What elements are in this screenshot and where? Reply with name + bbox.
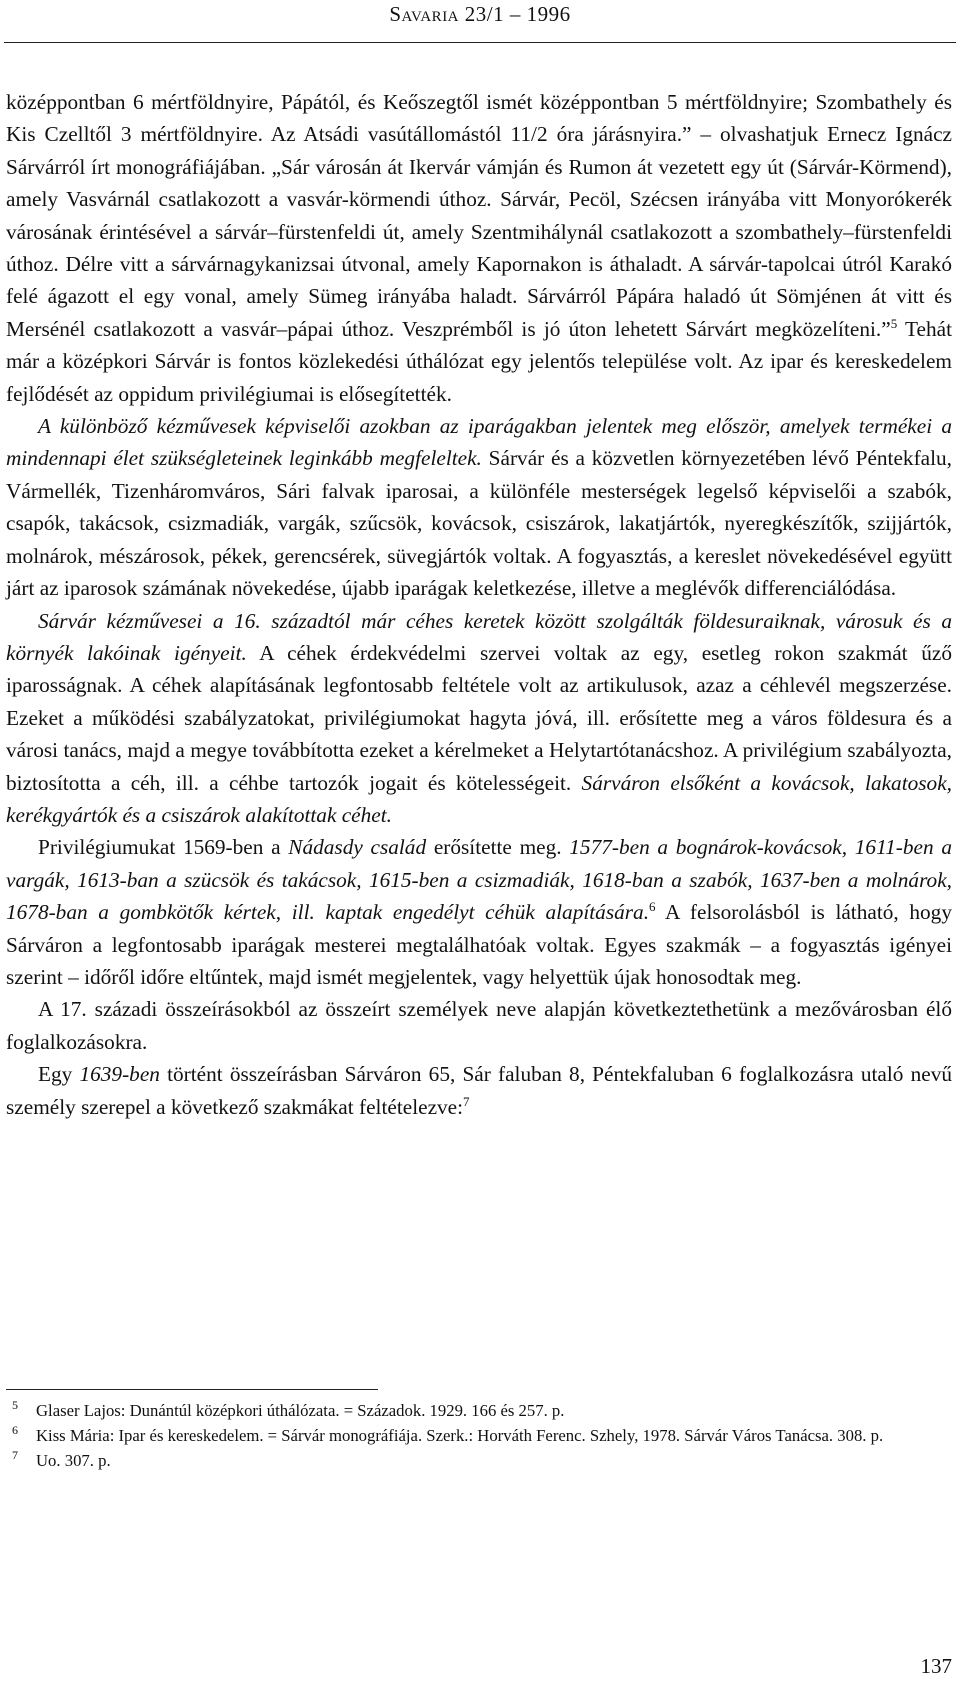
- italic-text: Nádasdy család: [288, 835, 427, 860]
- footnote-ref: 6: [649, 899, 656, 915]
- text-run: Tehát már a középkori Sárvár is fontos közlekedési úthálózat egy jelentős települése volt. Az ipar és kereskedelem fejlődését az oppidum privilégiumai is elősegítették.: [6, 316, 953, 406]
- paragraph: [6, 1058, 952, 1123]
- footnote: [6, 1423, 952, 1448]
- italic-text: 1639-ben: [79, 1062, 160, 1087]
- paragraph: [6, 86, 952, 410]
- text-run: Privilégiumukat 1569-ben a: [38, 835, 289, 860]
- header-rule: [4, 42, 956, 43]
- text-run: középpontban 6 mértföldnyire, Pápától, és Keőszegtől ismét középpontban 5 mértföldnyire; Szombathely és Kis Czelltől 3 mértföldnyire. Az Atsádi vasútállomástól 11/2 óra járásnyira.” – olvashatjuk Ernecz Ignácz Sárvárról írt monográfiájában. „Sár városán át Ikervár vámján és Rumon át vezetett egy út (Sárvár-Körmend), amely Vasvárnál csatlakozott a vasvár-körmendi úthoz. Sárvár, Pecöl, Szécsen irányába vitt Monyorókerék városának érintésével a sárvár–fürstenfeldi út, amely Szentmihálynál csatlakozott a szombathely–fürstenfeldi úthoz. Délre vitt a sárvárnagykanizsai útvonal, amely Kapornakon is áthaladt. A sárvár-tapolcai útról Karakó felé ágazott el egy vonal, amely Sümeg irányába haladt. Sárvárról Pápára haladó út Sömjénen át vitt és Mersénél csatlakozott a vasvár–pápai úthoz. Veszprémből is jó úton lehetett Sárvárt megközelíteni.”: [6, 90, 952, 341]
- footnote-number: 7: [12, 1448, 18, 1462]
- footnote-text: Glaser Lajos: Dunántúl középkori úthálózata. = Századok. 1929. 166 és 257. p.: [36, 1401, 565, 1420]
- footnotes: [6, 1398, 952, 1473]
- paragraph: [6, 605, 952, 832]
- footnote-ref: 7: [463, 1093, 470, 1109]
- text-run: történt összeírásban Sárváron 65, Sár faluban 8, Péntekfaluban 6 foglalkozásra utaló nevű személy szerepel a következő szakmákat feltételezve:: [6, 1062, 952, 1119]
- paragraph: [6, 993, 952, 1058]
- footnote-text: Uo. 307. p.: [36, 1451, 111, 1470]
- footnote: [6, 1448, 952, 1473]
- text-run: A 17. századi összeírásokból az összeírt személyek neve alapján következtethetünk a mezővárosban élő foglalkozásokra.: [6, 997, 952, 1054]
- footnote-ref: 5: [890, 316, 898, 332]
- text-run: Sárvár és a közvetlen környezetében lévő Péntekfalu, Vármellék, Tizenháromváros, Sári falvak iparosai, a különféle mesterségek legelső képviselői a szabók, csapók, takácsok, csizmadiák, vargák, szűcsök, kovácsok, csiszárok, lakatjártók, nyeregkészítők, szijjártók, molnárok, mészárosok, pékek, gerencsérek, süvegjártók voltak. A fogyasztás, a kereslet növekedésével együtt járt az iparosok számának növekedése, újabb iparágak keletkezése, illetve a meglévők differenciálódása.: [6, 446, 952, 601]
- body-text: [6, 86, 952, 1123]
- italic-text: Sárváron elsőként a kovácsok, lakatosok, kerékgyártók és a csiszárok alakítottak céhet.: [6, 770, 952, 827]
- italic-text: 1577-ben a bognárok-kovácsok, 1611-ben a vargák, 1613-ban a szücsök és takácsok, 1615-ben a csizmadiák, 1618-ban a szabók, 1637-ben a molnárok, 1678-ban a gombkötők kértek, ill. kaptak engedélyt céhük alapítására.: [6, 835, 952, 925]
- text-run: A felsorolásból is látható, hogy Sárváron a legfontosabb iparágak mesterei megtalálhatóak voltak. Egyes szakmák – a fogyasztás igényei szerint – időről időre eltűntek, majd ismét megjelentek, vagy helyettük újak honosodtak meg.: [6, 900, 952, 989]
- footnote-number: 6: [12, 1423, 18, 1437]
- italic-text: A különböző kézművesek képviselői azokban az iparágakban jelentek meg először, amelyek termékei a mindennapi élet szükségleteinek leginkább megfeleltek.: [6, 414, 952, 471]
- paragraph: [6, 410, 952, 604]
- footnote-rule: [6, 1389, 378, 1390]
- footnote: [6, 1398, 952, 1423]
- running-header: Savaria 23/1 – 1996: [389, 2, 571, 26]
- footnote-text: Kiss Mária: Ipar és kereskedelem. = Sárvár monográfiája. Szerk.: Horváth Ferenc. Szhely, 1978. Sárvár Város Tanácsa. 308. p.: [36, 1426, 884, 1445]
- text-run: A céhek érdekvédelmi szervei voltak az egy, esetleg rokon szakmát űző iparosságnak. A céhek alapításának legfontosabb feltétele volt az artikulusok, azaz a céhlevél megszerzése. Ezeket a működési szabályzatokat, privilégiumokat hagyta jóvá, ill. erősítette meg a város földesura és a városi tanács, majd a megye továbbította ezeket a kérelmeket a Helytartótanácshoz. A privilégium szabályozta, biztosította a céh, ill. a céhbe tartozók jogait és kötelességeit.: [6, 640, 952, 795]
- text-run: Egy: [38, 1062, 80, 1087]
- paragraph: [6, 831, 952, 993]
- text-run: erősítette meg.: [426, 835, 570, 860]
- italic-text: Sárvár kézművesei a 16. századtól már céhes keretek között szolgálták földesuraiknak, városuk és a környék lakóinak igényeit.: [6, 608, 952, 665]
- page-number: 137: [920, 1654, 952, 1678]
- footnote-number: 5: [12, 1398, 18, 1412]
